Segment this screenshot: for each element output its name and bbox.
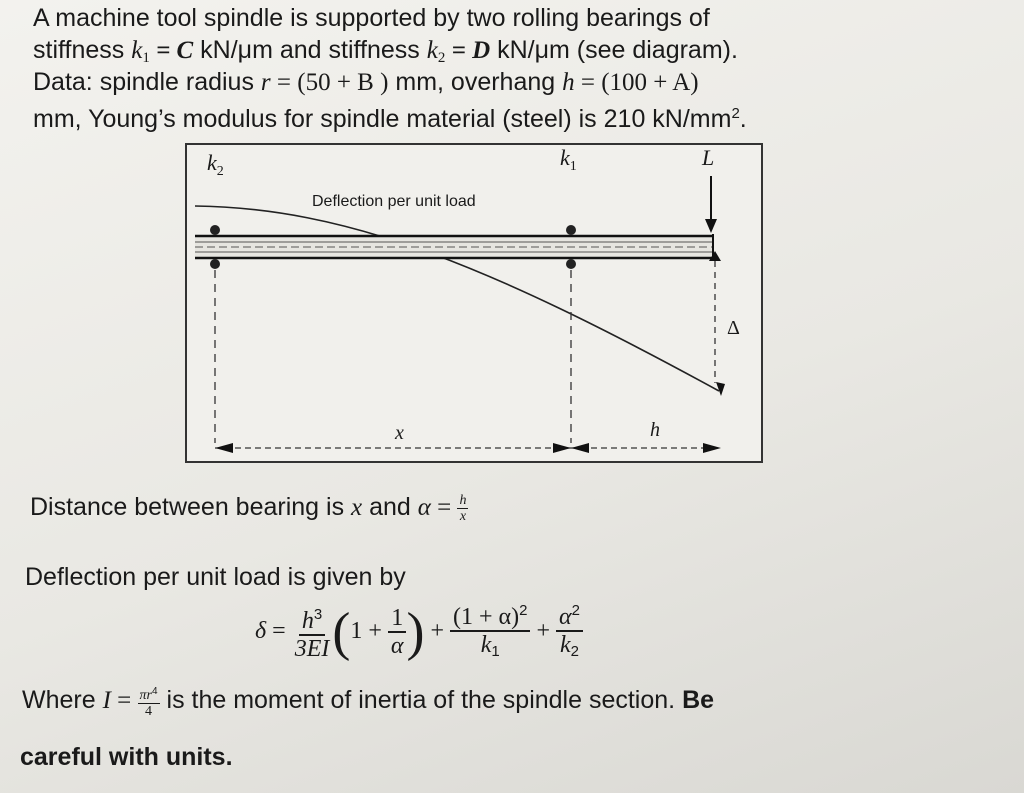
label-k1: $k_1$ bbox=[560, 145, 577, 174]
delta-label: Δ bbox=[727, 317, 740, 339]
distance-line: Distance between bearing is x and α = $\frac{h}{x}$ bbox=[30, 493, 467, 524]
problem-line-4: mm, Young’s modulus for spindle material (steel) is 210 $kN/mm^2$. bbox=[33, 105, 747, 133]
label-k2: $k_2$ bbox=[207, 150, 224, 179]
spindle-diagram bbox=[185, 143, 765, 465]
bearing-k1-bottom bbox=[566, 259, 576, 269]
alpha-term-over-k1: $\frac{(1 + \alpha)^2}{k_1}$ bbox=[450, 598, 530, 665]
h3-over-3ei: $\frac{h^3}{3EI}$ bbox=[292, 602, 333, 662]
careful-line: careful with units. bbox=[20, 743, 233, 771]
one-over-alpha: $\frac{1}{\alpha}$ bbox=[388, 605, 407, 659]
diagram-frame bbox=[186, 144, 762, 462]
where-line: Where I = $\frac{\pi r^4}{4}$ is the moment of inertia of the spindle section. Be bbox=[22, 686, 715, 719]
deflection-formula: δ = $\frac{h^3}{3EI}$ (1 + $\frac{1}{\alpha}$ ) + $\frac{(1 + \alpha)^2}{k_1}$ + $\frac{\alpha^2}{k_2}$ bbox=[255, 598, 583, 665]
problem-line-3: Data: spindle radius r = (50 + B ) mm, overhang h = (100 + A) bbox=[33, 68, 699, 96]
label-L: L bbox=[702, 145, 715, 170]
x-label: x bbox=[395, 422, 404, 444]
alpha2-over-k2: $\frac{\alpha^2}{k_2}$ bbox=[556, 598, 583, 665]
h-label: h bbox=[650, 419, 660, 441]
deflection-title: Deflection per unit load bbox=[312, 193, 476, 210]
bearing-k1-top bbox=[566, 225, 576, 235]
bearing-k2-bottom bbox=[210, 259, 220, 269]
deflection-intro: Deflection per unit load is given by bbox=[25, 563, 406, 591]
moment-of-inertia-fraction: $\frac{\pi r^4}{4}$ bbox=[139, 686, 158, 719]
problem-line-2: stiffness $k_1 = C$ kN/μm and stiffness $k_2 = D$ kN/μm (see diagram). bbox=[33, 36, 738, 66]
h-over-x-fraction: $\frac{h}{x}$ bbox=[459, 493, 467, 524]
problem-line-1: A machine tool spindle is supported by two rolling bearings of bbox=[33, 4, 710, 32]
bearing-k2-top bbox=[210, 225, 220, 235]
